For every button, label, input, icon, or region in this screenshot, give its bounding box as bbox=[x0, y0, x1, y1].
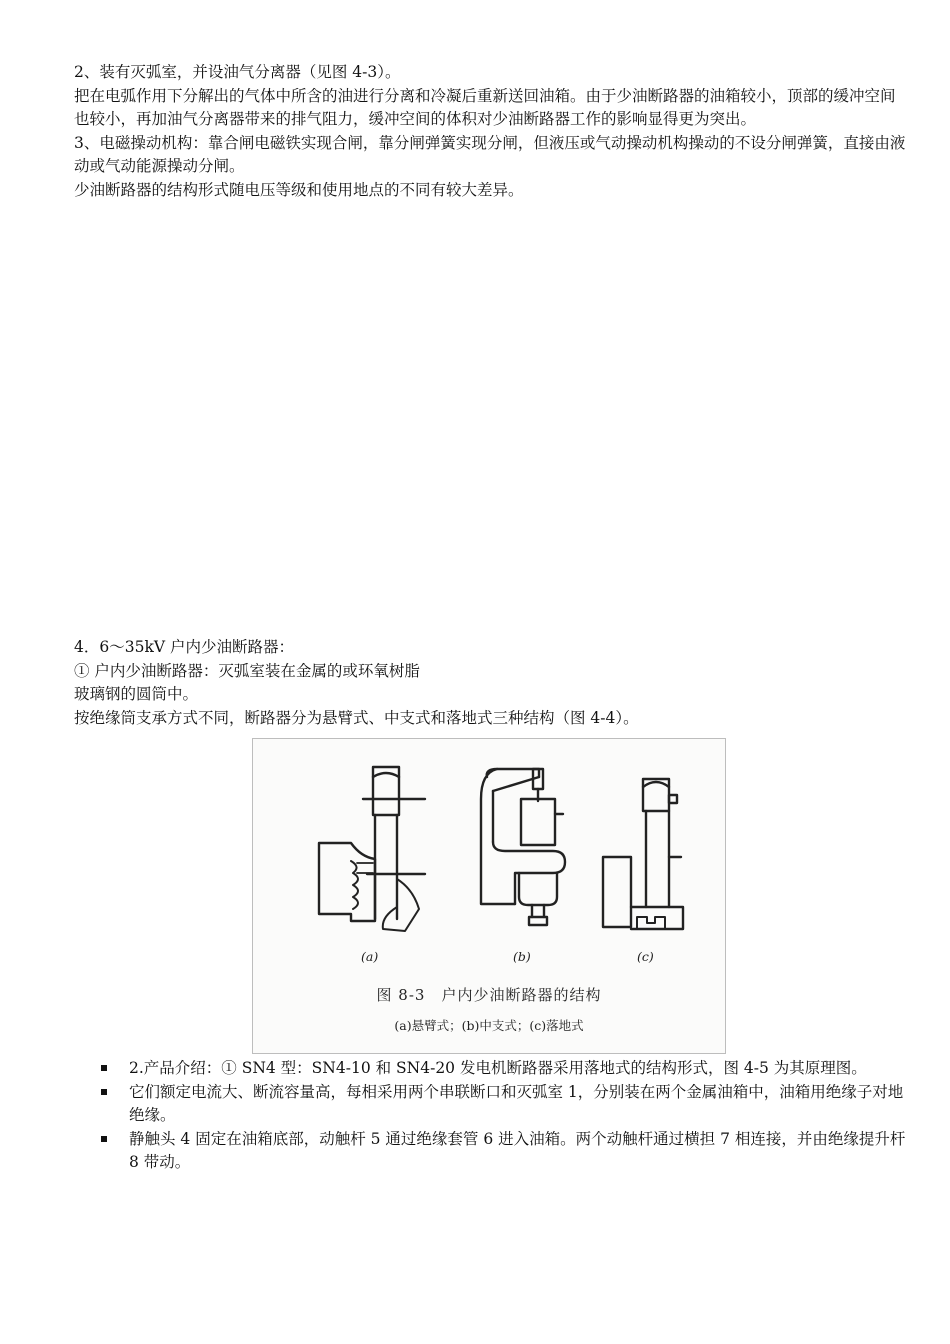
paragraph: 玻璃钢的圆筒中。 bbox=[74, 685, 199, 703]
list-item bbox=[101, 1057, 911, 1081]
section-heading: 4．6～35kV 户内少油断路器： bbox=[74, 638, 294, 656]
paragraph: 按绝缘筒支承方式不同，断路器分为悬臂式、中支式和落地式三种结构（图 4-4）。 bbox=[74, 708, 639, 727]
paragraph: ① 户内少油断路器：灭弧室装在金属的或环氧树脂 bbox=[74, 661, 420, 680]
label-b: (b) bbox=[513, 949, 531, 964]
figure-breaker-structures bbox=[252, 738, 726, 1054]
label-c: (c) bbox=[637, 949, 654, 964]
paragraph: 2、装有灭弧室，并设油气分离器（见图 4-3）。 bbox=[74, 63, 401, 81]
paragraph: 把在电弧作用下分解出的气体中所含的油进行分离和冷凝后重新送回油箱。由于少油断路器的油箱较小，顶部的缓冲空间也较小，再加油气分离器带来的排气阻力，缓冲空间的体积对少油断路器工作的影响显得更为突出。 bbox=[74, 86, 896, 128]
label-a: (a) bbox=[361, 949, 379, 964]
drawing-b-middle-support bbox=[481, 769, 565, 925]
paragraph: 少油断路器的结构形式随电压等级和使用地点的不同有较大差异。 bbox=[74, 180, 524, 199]
list-item-text: 静触头 4 固定在油箱底部，动触杆 5 通过绝缘套管 6 进入油箱。两个动触杆通过横担 7 相连接，并由绝缘提升杆 8 带动。 bbox=[129, 1129, 906, 1171]
list-item-text: 2.产品介绍：① SN4 型：SN4-10 和 SN4-20 发电机断路器采用落地式的结构形式，图 4-5 为其原理图。 bbox=[129, 1059, 867, 1077]
list-item bbox=[101, 1128, 911, 1175]
breaker-drawing bbox=[253, 739, 727, 1055]
paragraph: 3、电磁操动机构：靠合闸电磁铁实现合闸，靠分闸弹簧实现分闸，但液压或气动操动机构操动的不设分闸弹簧，直接由液动或气动能源操动分闸。 bbox=[74, 133, 906, 175]
bullet-square-icon bbox=[101, 1065, 107, 1071]
drawing-c-floor-mounted bbox=[603, 779, 683, 929]
bullet-list bbox=[101, 1057, 911, 1175]
text-section-middle bbox=[74, 636, 910, 730]
bullet-square-icon bbox=[101, 1089, 107, 1095]
list-item-text: 它们额定电流大、断流容量高，每相采用两个串联断口和灭弧室 1，分别装在两个金属油箱中，油箱用绝缘子对地绝缘。 bbox=[129, 1082, 904, 1124]
figure-caption: 图 8-3 户内少油断路器的结构 bbox=[376, 986, 602, 1004]
text-section-top bbox=[74, 61, 910, 202]
list-item bbox=[101, 1081, 911, 1128]
figure-subcaption: (a)悬臂式；(b)中支式；(c)落地式 bbox=[394, 1018, 584, 1033]
drawing-a-cantilever bbox=[319, 767, 425, 931]
bullet-square-icon bbox=[101, 1136, 107, 1142]
